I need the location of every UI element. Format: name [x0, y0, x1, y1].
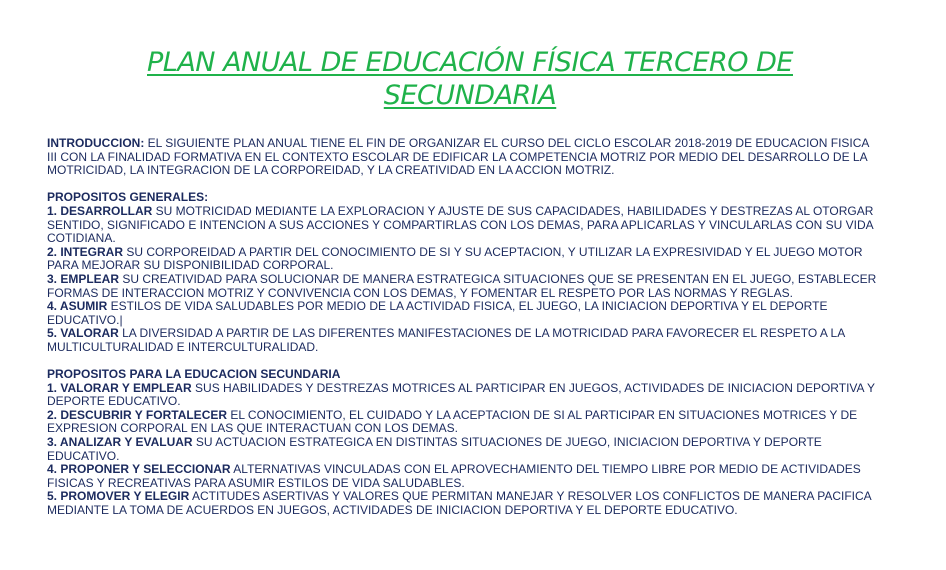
general-item-label: 4. ASUMIR	[47, 299, 108, 314]
general-item-label: 3. EMPLEAR	[47, 271, 120, 286]
general-item-text: SU CREATIVIDAD PARA SOLUCIONAR DE MANERA ESTRATEGICA SITUACIONES QUE SE PRESENTAN EN EL JUEGO, ESTABLECER FORMAS DE INTERACCION MOTRIZ Y CONVIVENCIA CON LOS DEMAS, Y FOMENTAR EL RESPETO POR LAS NORMAS Y REGLAS.	[47, 271, 877, 300]
general-item-text: ESTILOS DE VIDA SALUDABLES POR MEDIO DE LA ACTIVIDAD FISICA, EL JUEGO, LA INICIACION DEPORTIVA Y EL DEPORTE EDUCATIVO.|	[47, 299, 828, 327]
document-title	[60, 46, 880, 112]
secundaria-item-text: SU ACTUACION ESTRATEGICA EN DISTINTAS SITUACIONES DE JUEGO, INICIACION DEPORTIVA Y DEPORTE EDUCATIVO.	[47, 435, 822, 463]
secundaria-item	[47, 409, 882, 436]
title-line-2: SECUNDARIA	[383, 80, 557, 111]
secundaria-item-label: 4. PROPONER Y SELECCIONAR	[47, 462, 231, 477]
general-item	[47, 273, 882, 300]
general-heading: PROPOSITOS GENERALES:	[47, 190, 209, 205]
general-item-text: SU MOTRICIDAD MEDIANTE LA EXPLORACION Y AJUSTE DE SUS CAPACIDADES, HABILIDADES Y DESTREZAS AL OTORGAR SENTIDO, SIGNIFICADO E INTENCION A SUS ACCIONES Y COMPARTIRLAS CON LOS DEMAS, PARA APLICARLAS Y VINCULARLAS CON SU VIDA COTIDIANA.	[47, 203, 874, 246]
secundaria-item-text: EL CONOCIMIENTO, EL CUIDADO Y LA ACEPTACION DE SI AL PARTICIPAR EN SITUACIONES MOTRICES Y DE EXPRESION CORPORAL EN LAS QUE INTERACTUAN CON LOS DEMAS.	[47, 407, 858, 436]
secundaria-item	[47, 463, 882, 490]
document-body	[47, 137, 882, 518]
title-line-1: PLAN ANUAL DE EDUCACIÓN FÍSICA TERCERO DE	[147, 47, 793, 78]
paragraph-gap	[47, 178, 882, 192]
general-item-label: 2. INTEGRAR	[47, 244, 124, 259]
general-item	[47, 205, 882, 246]
secundaria-item-label: 3. ANALIZAR Y EVALUAR	[47, 435, 193, 450]
intro-paragraph	[47, 137, 882, 178]
secundaria-item	[47, 382, 882, 409]
secundaria-heading: PROPOSITOS PARA LA EDUCACION SECUNDARIA	[47, 367, 341, 382]
secundaria-item-label: 2. DESCUBRIR Y FORTALECER	[47, 407, 228, 422]
paragraph-gap	[47, 355, 882, 369]
secundaria-item	[47, 436, 882, 463]
secundaria-item	[47, 490, 882, 517]
secundaria-item-text: SUS HABILIDADES Y DESTREZAS MOTRICES AL PARTICIPAR EN JUEGOS, ACTIVIDADES DE INICIACION DEPORTIVA Y DEPORTE EDUCATIVO.	[47, 380, 875, 409]
secundaria-item-label: 1. VALORAR Y EMPLEAR	[47, 380, 192, 395]
general-item	[47, 246, 882, 273]
general-item-text: LA DIVERSIDAD A PARTIR DE LAS DIFERENTES MANIFESTACIONES DE LA MOTRICIDAD PARA FAVORECER EL RESPETO A LA MULTICULTURALIDAD E INTERCULTURALIDAD.	[47, 326, 845, 354]
general-item	[47, 300, 882, 327]
intro-label: INTRODUCCION:	[47, 136, 145, 150]
intro-text: EL SIGUIENTE PLAN ANUAL TIENE EL FIN DE ORGANIZAR EL CURSO DEL CICLO ESCOLAR 2018-2019 DE EDUCACION FISICA III CON LA FINALIDAD FORMATIVA EN EL CONTEXTO ESCOLAR DE EDIFICAR LA COMPETENCIA MOTRIZ POR MEDIO DEL DESARROLLO DE LA MOTRICIDAD, LA INTEGRACION DE LA CORPOREIDAD, Y LA CREATIVIDAD EN LA ACCION MOTRIZ.	[47, 136, 869, 178]
secundaria-item-text: ALTERNATIVAS VINCULADAS CON EL APROVECHAMIENTO DEL TIEMPO LIBRE POR MEDIO DE ACTIVIDADES FISICAS Y RECREATIVAS PARA ASUMIR ESTILOS DE VIDA SALUDABLES.	[47, 462, 861, 490]
general-item	[47, 327, 882, 354]
secundaria-item-label: 5. PROMOVER Y ELEGIR	[47, 489, 190, 504]
secundaria-item-text: ACTITUDES ASERTIVAS Y VALORES QUE PERMITAN MANEJAR Y RESOLVER LOS CONFLICTOS DE MANERA PACIFICA MEDIANTE LA TOMA DE ACUERDOS EN JUEGOS, ACTIVIDADES DE INICIACION DEPORTIVA Y EL DEPORTE EDUCATIVO.	[47, 489, 871, 518]
general-item-label: 5. VALORAR	[47, 326, 119, 341]
general-item-label: 1. DESARROLLAR	[47, 203, 153, 218]
general-item-text: SU CORPOREIDAD A PARTIR DEL CONOCIMIENTO DE SI Y SU ACEPTACION, Y UTILIZAR LA EXPRESIVIDAD Y EL JUEGO MOTOR PARA MEJORAR SU DISPONIBILIDAD CORPORAL.	[47, 244, 863, 273]
